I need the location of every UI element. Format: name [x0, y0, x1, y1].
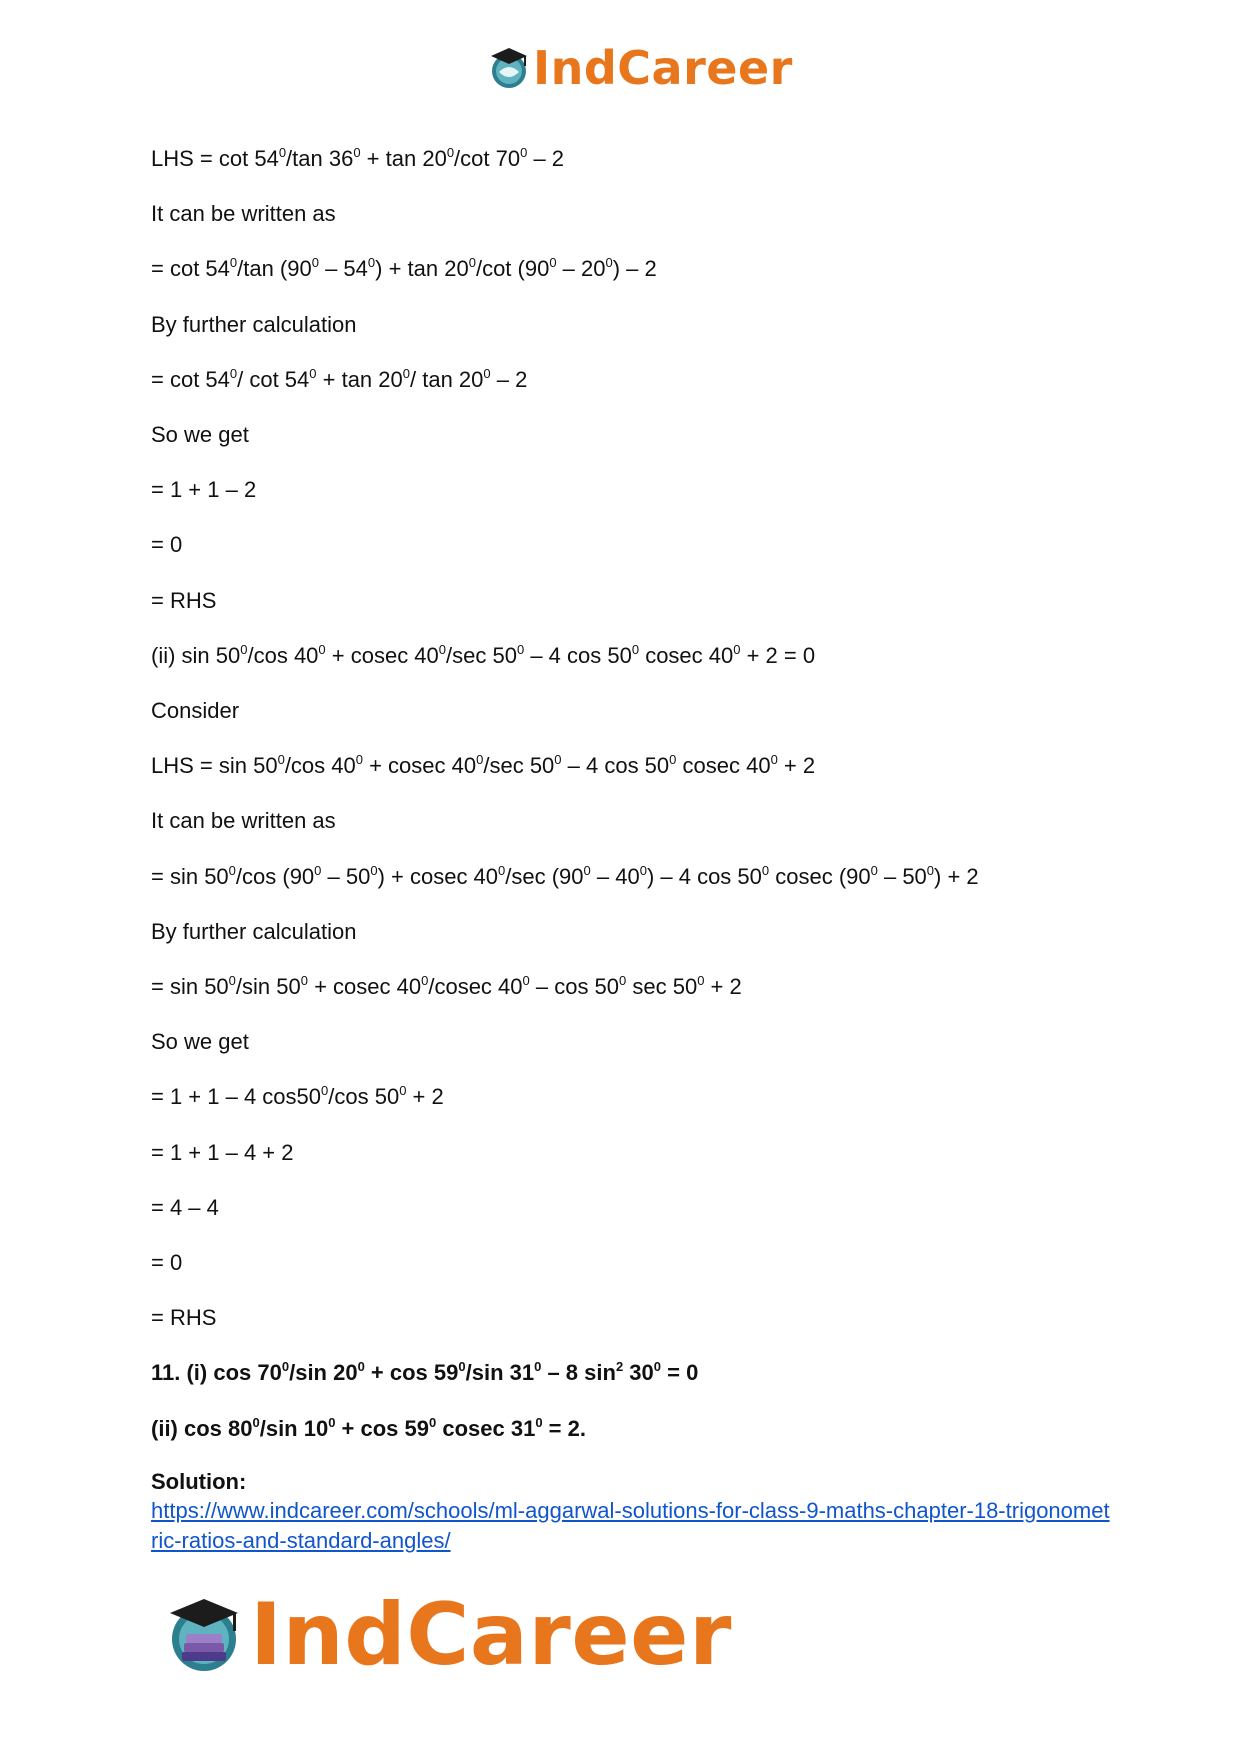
solution-line: (ii) $\sin 50^0/\cos$ $40^0 + cosec$ $40^0/\sec$ $50^0 - 4$ $\cos 50^0$ cosec $40^0 + 2 = 0$ — [151, 642, 816, 668]
solution-line: = $\sin 50^0/\sin$ $50^0 + cosec$ $40^0$/cosec $40^0$ – $\cos 50^0$ $\sec 50^0 + 2$ — [151, 973, 742, 999]
question-line: Solution: — [151, 1469, 247, 1494]
solution-line: = 4 – 4 — [151, 1195, 219, 1220]
graduation-globe-icon — [487, 46, 531, 90]
footer-logo — [162, 1585, 732, 1685]
question-line: (ii) $\cos 80^0/\sin$ $10^0 + \cos 59^0$ cosec $31^0 = 2$. — [151, 1415, 586, 1441]
solution-line: So we get — [151, 1029, 249, 1054]
solution-line: Consider — [151, 698, 240, 723]
solution-line: LHS = $\cot 54^0/\tan$ $36^0 + \tan 20^0/\cot$ $70^0 - 2$ — [151, 145, 565, 171]
brand-name: IndCareer — [533, 41, 793, 95]
solution-line: = $\cot 54^0/$ $\cot 54^0 + \tan 20^0/$ $\tan 20^0 - 2$ — [151, 366, 528, 392]
solution-line: = 0 — [151, 532, 183, 557]
header-logo — [487, 40, 793, 96]
solution-line: = RHS — [151, 1305, 217, 1330]
solution-line: By further calculation — [151, 919, 357, 944]
solution-line: = 0 — [151, 1250, 183, 1275]
question-line: 11. (i) $\cos 70^0/\sin$ $20^0 + \cos 59^0/\sin$ $31^0 - 8$ $\sin^2 30^0 = 0$ — [151, 1359, 699, 1385]
solution-line: So we get — [151, 422, 249, 447]
solution-line: LHS = $\sin 50^0/\cos$ $40^0 + cosec$ $40^0/\sec$ $50^0 - 4$ $\cos 50^0$ cosec $40^0 + 2$ — [151, 752, 816, 778]
solution-link[interactable]: https://www.indcareer.com/schools/ml-aggarwal-solutions-for-class-9-maths-chapter-18-trigonometric-ratios-and-standard-angles/ — [151, 1498, 1110, 1553]
solution-line: = 1 + 1 – 2 — [151, 477, 257, 502]
solution-line: = $\cot 54^0/\tan$ $(90^0 - 54^0) + \tan 20^0/\cot$ $(90^0 - 20^0) - 2$ — [151, 255, 657, 281]
graduation-books-icon — [162, 1593, 246, 1677]
solution-line: By further calculation — [151, 312, 357, 337]
solution-line: It can be written as — [151, 201, 336, 226]
brand-name-footer: IndCareer — [250, 1585, 732, 1685]
solution-line: = $\sin 50^0/\cos$ $(90^0 - 50^0) + cosec$ $40^0/\sec$ $(90^0 - 40^0) - 4$ $\cos 50^0$ cosec $(90^0 - 50^0) + 2$ — [151, 863, 979, 889]
solution-line: = RHS — [151, 588, 217, 613]
solution-line: It can be written as — [151, 808, 336, 833]
solution-line: = 1 + 1 – 4 $\cos 50^0/\cos$ $50^0 + 2$ — [151, 1083, 444, 1109]
solution-line: = 1 + 1 – 4 + 2 — [151, 1140, 294, 1165]
